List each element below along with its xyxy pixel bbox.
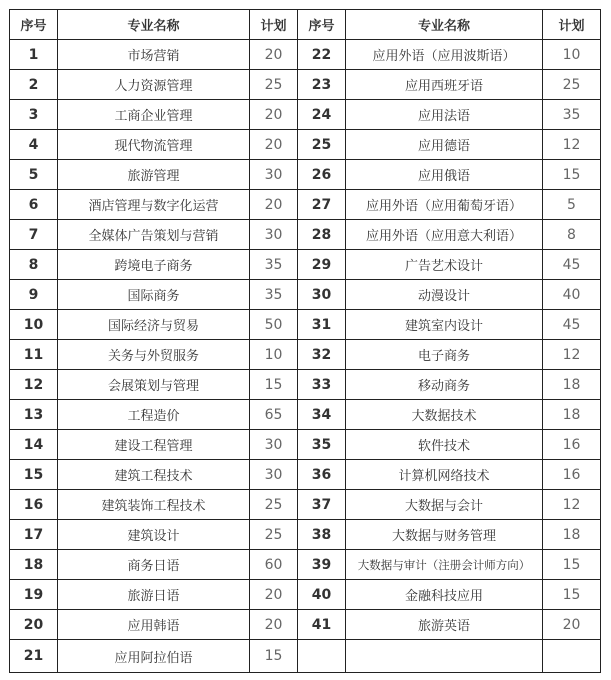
row-plan-right: 20 [543, 610, 601, 640]
row-major-name-right: 金融科技应用 [346, 580, 543, 610]
table-row [10, 70, 601, 100]
row-index-left: 7 [10, 220, 58, 250]
row-index-left: 16 [10, 490, 58, 520]
row-index-right: 25 [298, 130, 346, 160]
table-row [10, 640, 601, 673]
row-major-name-left: 市场营销 [58, 40, 250, 70]
row-plan-left: 60 [250, 550, 298, 580]
row-index-left: 18 [10, 550, 58, 580]
enrollment-plan-table [9, 9, 601, 673]
row-index-left: 1 [10, 40, 58, 70]
table-row [10, 490, 601, 520]
row-plan-left: 10 [250, 340, 298, 370]
row-major-name-left: 现代物流管理 [58, 130, 250, 160]
row-index-right: 36 [298, 460, 346, 490]
row-index-left: 5 [10, 160, 58, 190]
row-index-left: 4 [10, 130, 58, 160]
row-plan-left: 25 [250, 70, 298, 100]
row-plan-right: 12 [543, 340, 601, 370]
row-major-name-left: 旅游管理 [58, 160, 250, 190]
row-major-name-right: 移动商务 [346, 370, 543, 400]
row-plan-left: 35 [250, 250, 298, 280]
row-plan-left: 25 [250, 490, 298, 520]
row-plan-right: 8 [543, 220, 601, 250]
row-index-right: 32 [298, 340, 346, 370]
table-header-row [10, 10, 601, 40]
row-plan-right: 18 [543, 400, 601, 430]
row-plan-left: 20 [250, 100, 298, 130]
table-row [10, 580, 601, 610]
row-plan-left: 35 [250, 280, 298, 310]
row-plan-left: 65 [250, 400, 298, 430]
row-plan-right: 16 [543, 430, 601, 460]
row-index-left: 8 [10, 250, 58, 280]
table-row [10, 460, 601, 490]
row-index-left: 14 [10, 430, 58, 460]
row-major-name-left: 国际经济与贸易 [58, 310, 250, 340]
header-index-right: 序号 [298, 10, 346, 40]
row-index-left: 3 [10, 100, 58, 130]
row-plan-left: 15 [250, 640, 298, 673]
row-major-name-right: 广告艺术设计 [346, 250, 543, 280]
row-plan-right: 5 [543, 190, 601, 220]
table-body [10, 40, 601, 673]
row-index-left: 17 [10, 520, 58, 550]
row-major-name-right: 应用德语 [346, 130, 543, 160]
row-plan-left: 30 [250, 220, 298, 250]
row-index-right: 24 [298, 100, 346, 130]
table-row [10, 130, 601, 160]
table-row [10, 160, 601, 190]
row-index-right: 31 [298, 310, 346, 340]
row-major-name-right: 大数据技术 [346, 400, 543, 430]
row-index-right: 33 [298, 370, 346, 400]
row-index-left: 2 [10, 70, 58, 100]
row-index-left: 20 [10, 610, 58, 640]
row-major-name-right: 软件技术 [346, 430, 543, 460]
row-plan-right: 15 [543, 580, 601, 610]
row-plan-right: 45 [543, 250, 601, 280]
row-index-right: 26 [298, 160, 346, 190]
table-row [10, 370, 601, 400]
table-row [10, 520, 601, 550]
table-row [10, 550, 601, 580]
row-index-left: 10 [10, 310, 58, 340]
row-plan-right: 18 [543, 520, 601, 550]
row-index-right: 23 [298, 70, 346, 100]
row-major-name-right: 应用外语（应用葡萄牙语） [346, 190, 543, 220]
row-major-name-right: 应用西班牙语 [346, 70, 543, 100]
row-major-name-right: 大数据与会计 [346, 490, 543, 520]
row-plan-right: 12 [543, 490, 601, 520]
row-index-left: 6 [10, 190, 58, 220]
header-plan-left: 计划 [250, 10, 298, 40]
row-index-right [298, 640, 346, 673]
row-major-name-right: 动漫设计 [346, 280, 543, 310]
table-row [10, 400, 601, 430]
row-major-name-left: 跨境电子商务 [58, 250, 250, 280]
row-index-right: 38 [298, 520, 346, 550]
row-plan-left: 20 [250, 610, 298, 640]
row-plan-right: 16 [543, 460, 601, 490]
table-row [10, 250, 601, 280]
row-plan-left: 20 [250, 130, 298, 160]
row-plan-left: 20 [250, 40, 298, 70]
table-row [10, 220, 601, 250]
row-plan-right: 15 [543, 550, 601, 580]
row-major-name-right: 应用法语 [346, 100, 543, 130]
row-major-name-left: 建设工程管理 [58, 430, 250, 460]
row-major-name-left: 应用韩语 [58, 610, 250, 640]
row-index-right: 35 [298, 430, 346, 460]
header-plan-right: 计划 [543, 10, 601, 40]
header-index-left: 序号 [10, 10, 58, 40]
row-major-name-left: 关务与外贸服务 [58, 340, 250, 370]
row-major-name-left: 人力资源管理 [58, 70, 250, 100]
row-index-right: 34 [298, 400, 346, 430]
table-row [10, 100, 601, 130]
header-major-name-right: 专业名称 [346, 10, 543, 40]
row-plan-left: 30 [250, 430, 298, 460]
row-index-right: 40 [298, 580, 346, 610]
row-index-left: 11 [10, 340, 58, 370]
row-plan-right: 35 [543, 100, 601, 130]
row-plan-right: 10 [543, 40, 601, 70]
row-major-name-right: 应用外语（应用波斯语） [346, 40, 543, 70]
row-index-right: 41 [298, 610, 346, 640]
row-major-name-right: 电子商务 [346, 340, 543, 370]
row-plan-right: 18 [543, 370, 601, 400]
row-major-name-right: 应用俄语 [346, 160, 543, 190]
row-index-right: 29 [298, 250, 346, 280]
row-major-name-left: 工商企业管理 [58, 100, 250, 130]
row-plan-left: 50 [250, 310, 298, 340]
table-row [10, 280, 601, 310]
row-plan-right [543, 640, 601, 673]
table-row [10, 40, 601, 70]
row-major-name-left: 会展策划与管理 [58, 370, 250, 400]
row-index-right: 22 [298, 40, 346, 70]
row-major-name-left: 全媒体广告策划与营销 [58, 220, 250, 250]
header-major-name-left: 专业名称 [58, 10, 250, 40]
row-index-left: 9 [10, 280, 58, 310]
row-plan-left: 30 [250, 160, 298, 190]
row-index-left: 15 [10, 460, 58, 490]
row-index-right: 39 [298, 550, 346, 580]
row-major-name-left: 建筑设计 [58, 520, 250, 550]
row-major-name-left: 酒店管理与数字化运营 [58, 190, 250, 220]
table-row [10, 340, 601, 370]
row-major-name-left: 工程造价 [58, 400, 250, 430]
row-plan-left: 30 [250, 460, 298, 490]
row-plan-right: 12 [543, 130, 601, 160]
row-index-right: 37 [298, 490, 346, 520]
row-plan-right: 40 [543, 280, 601, 310]
row-index-right: 27 [298, 190, 346, 220]
row-major-name-right: 计算机网络技术 [346, 460, 543, 490]
row-major-name-right: 大数据与审计（注册会计师方向） [346, 550, 543, 580]
row-major-name-left: 旅游日语 [58, 580, 250, 610]
row-plan-right: 25 [543, 70, 601, 100]
row-major-name-left: 商务日语 [58, 550, 250, 580]
row-plan-left: 20 [250, 580, 298, 610]
row-plan-left: 15 [250, 370, 298, 400]
enrollment-plan-table-container [9, 9, 601, 673]
row-major-name-left: 国际商务 [58, 280, 250, 310]
row-plan-left: 25 [250, 520, 298, 550]
row-index-left: 12 [10, 370, 58, 400]
row-index-left: 19 [10, 580, 58, 610]
table-row [10, 430, 601, 460]
row-plan-left: 20 [250, 190, 298, 220]
table-row [10, 190, 601, 220]
row-plan-right: 15 [543, 160, 601, 190]
row-major-name-right: 旅游英语 [346, 610, 543, 640]
row-index-left: 21 [10, 640, 58, 673]
row-major-name-right [346, 640, 543, 673]
row-major-name-right: 应用外语（应用意大利语） [346, 220, 543, 250]
row-index-right: 30 [298, 280, 346, 310]
table-row [10, 310, 601, 340]
row-major-name-left: 建筑装饰工程技术 [58, 490, 250, 520]
row-plan-right: 45 [543, 310, 601, 340]
row-index-right: 28 [298, 220, 346, 250]
row-major-name-left: 应用阿拉伯语 [58, 640, 250, 673]
row-major-name-left: 建筑工程技术 [58, 460, 250, 490]
row-major-name-right: 建筑室内设计 [346, 310, 543, 340]
table-row [10, 610, 601, 640]
row-index-left: 13 [10, 400, 58, 430]
row-major-name-right: 大数据与财务管理 [346, 520, 543, 550]
